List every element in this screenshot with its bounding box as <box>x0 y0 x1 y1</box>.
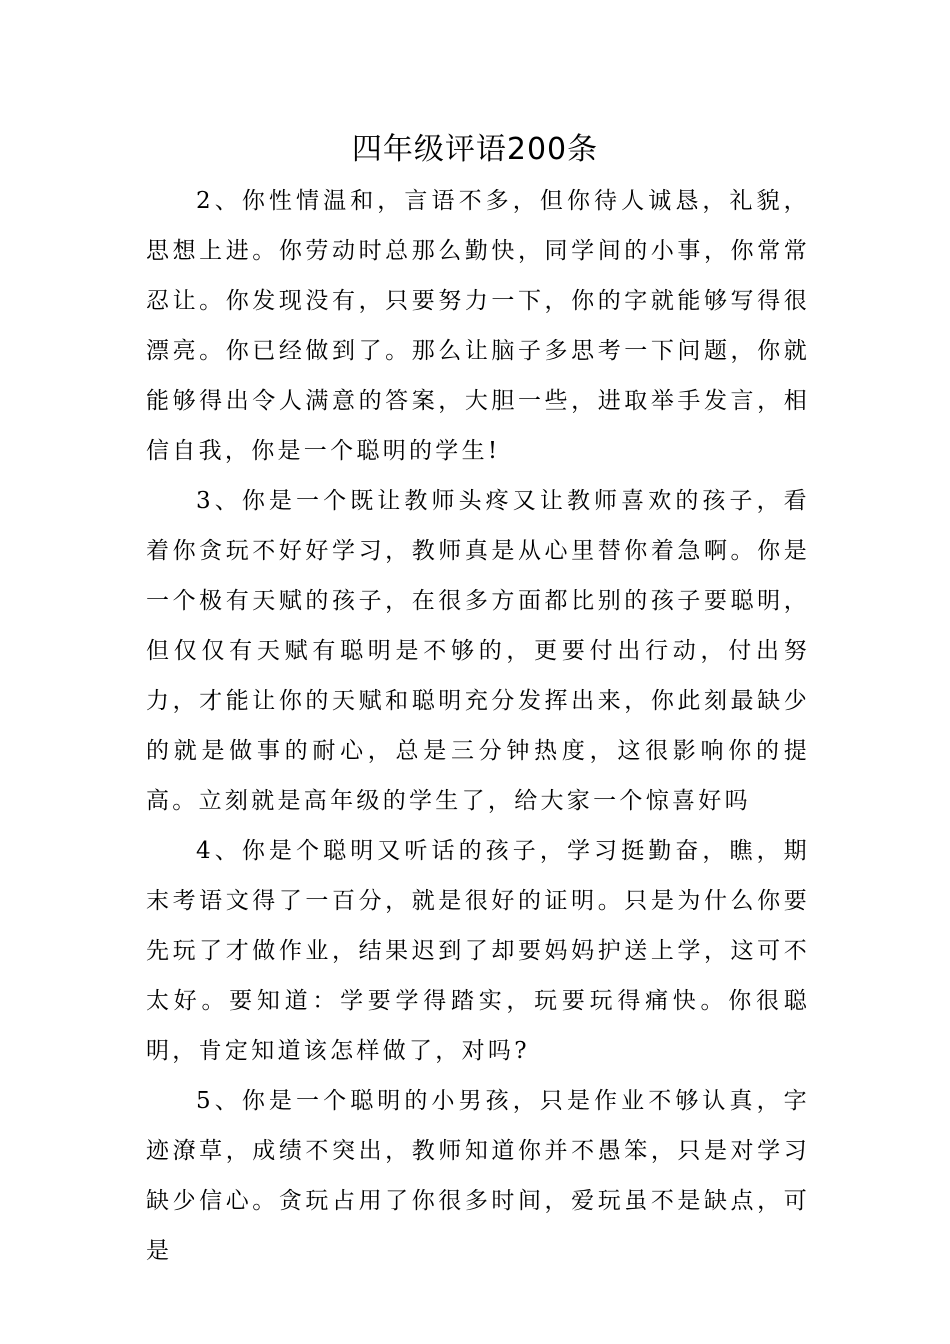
paragraph-5: 5、你是一个聪明的小男孩，只是作业不够认真，字迹潦草，成绩不突出，教师知道你并不愚笨，只是对学习缺少信心。贪玩占用了你很多时间，爱玩虽不是缺点，可是 <box>146 1088 810 1264</box>
paragraph-4: 4、你是个聪明又听话的孩子，学习挺勤奋，瞧，期末考语文得了一百分，就是很好的证明。只是为什么你要先玩了才做作业，结果迟到了却要妈妈护送上学，这可不太好。要知道：学要学得踏实，玩要玩得痛快。你很聪明，肯定知道该怎样做了，对吗? <box>146 838 810 1064</box>
paragraph-3: 3、你是一个既让教师头疼又让教师喜欢的孩子，看着你贪玩不好好学习，教师真是从心里替你着急啊。你是一个极有天赋的孩子，在很多方面都比别的孩子要聪明，但仅仅有天赋有聪明是不够的，更要付出行动，付出努力，才能让你的天赋和聪明充分发挥出来，你此刻最缺少的就是做事的耐心，总是三分钟热度，这很影响你的提高。立刻就是高年级的学生了，给大家一个惊喜好吗 <box>146 488 810 814</box>
document-title: 四年级评语200条 <box>351 132 599 167</box>
paragraph-2: 2、你性情温和，言语不多，但你待人诚恳，礼貌，思想上进。你劳动时总那么勤快，同学间的小事，你常常忍让。你发现没有，只要努力一下，你的字就能够写得很漂亮。你已经做到了。那么让脑子多思考一下问题，你就能够得出令人满意的答案，大胆一些，进取举手发言，相信自我，你是一个聪明的学生! <box>146 188 810 464</box>
document-body <box>146 176 810 1276</box>
